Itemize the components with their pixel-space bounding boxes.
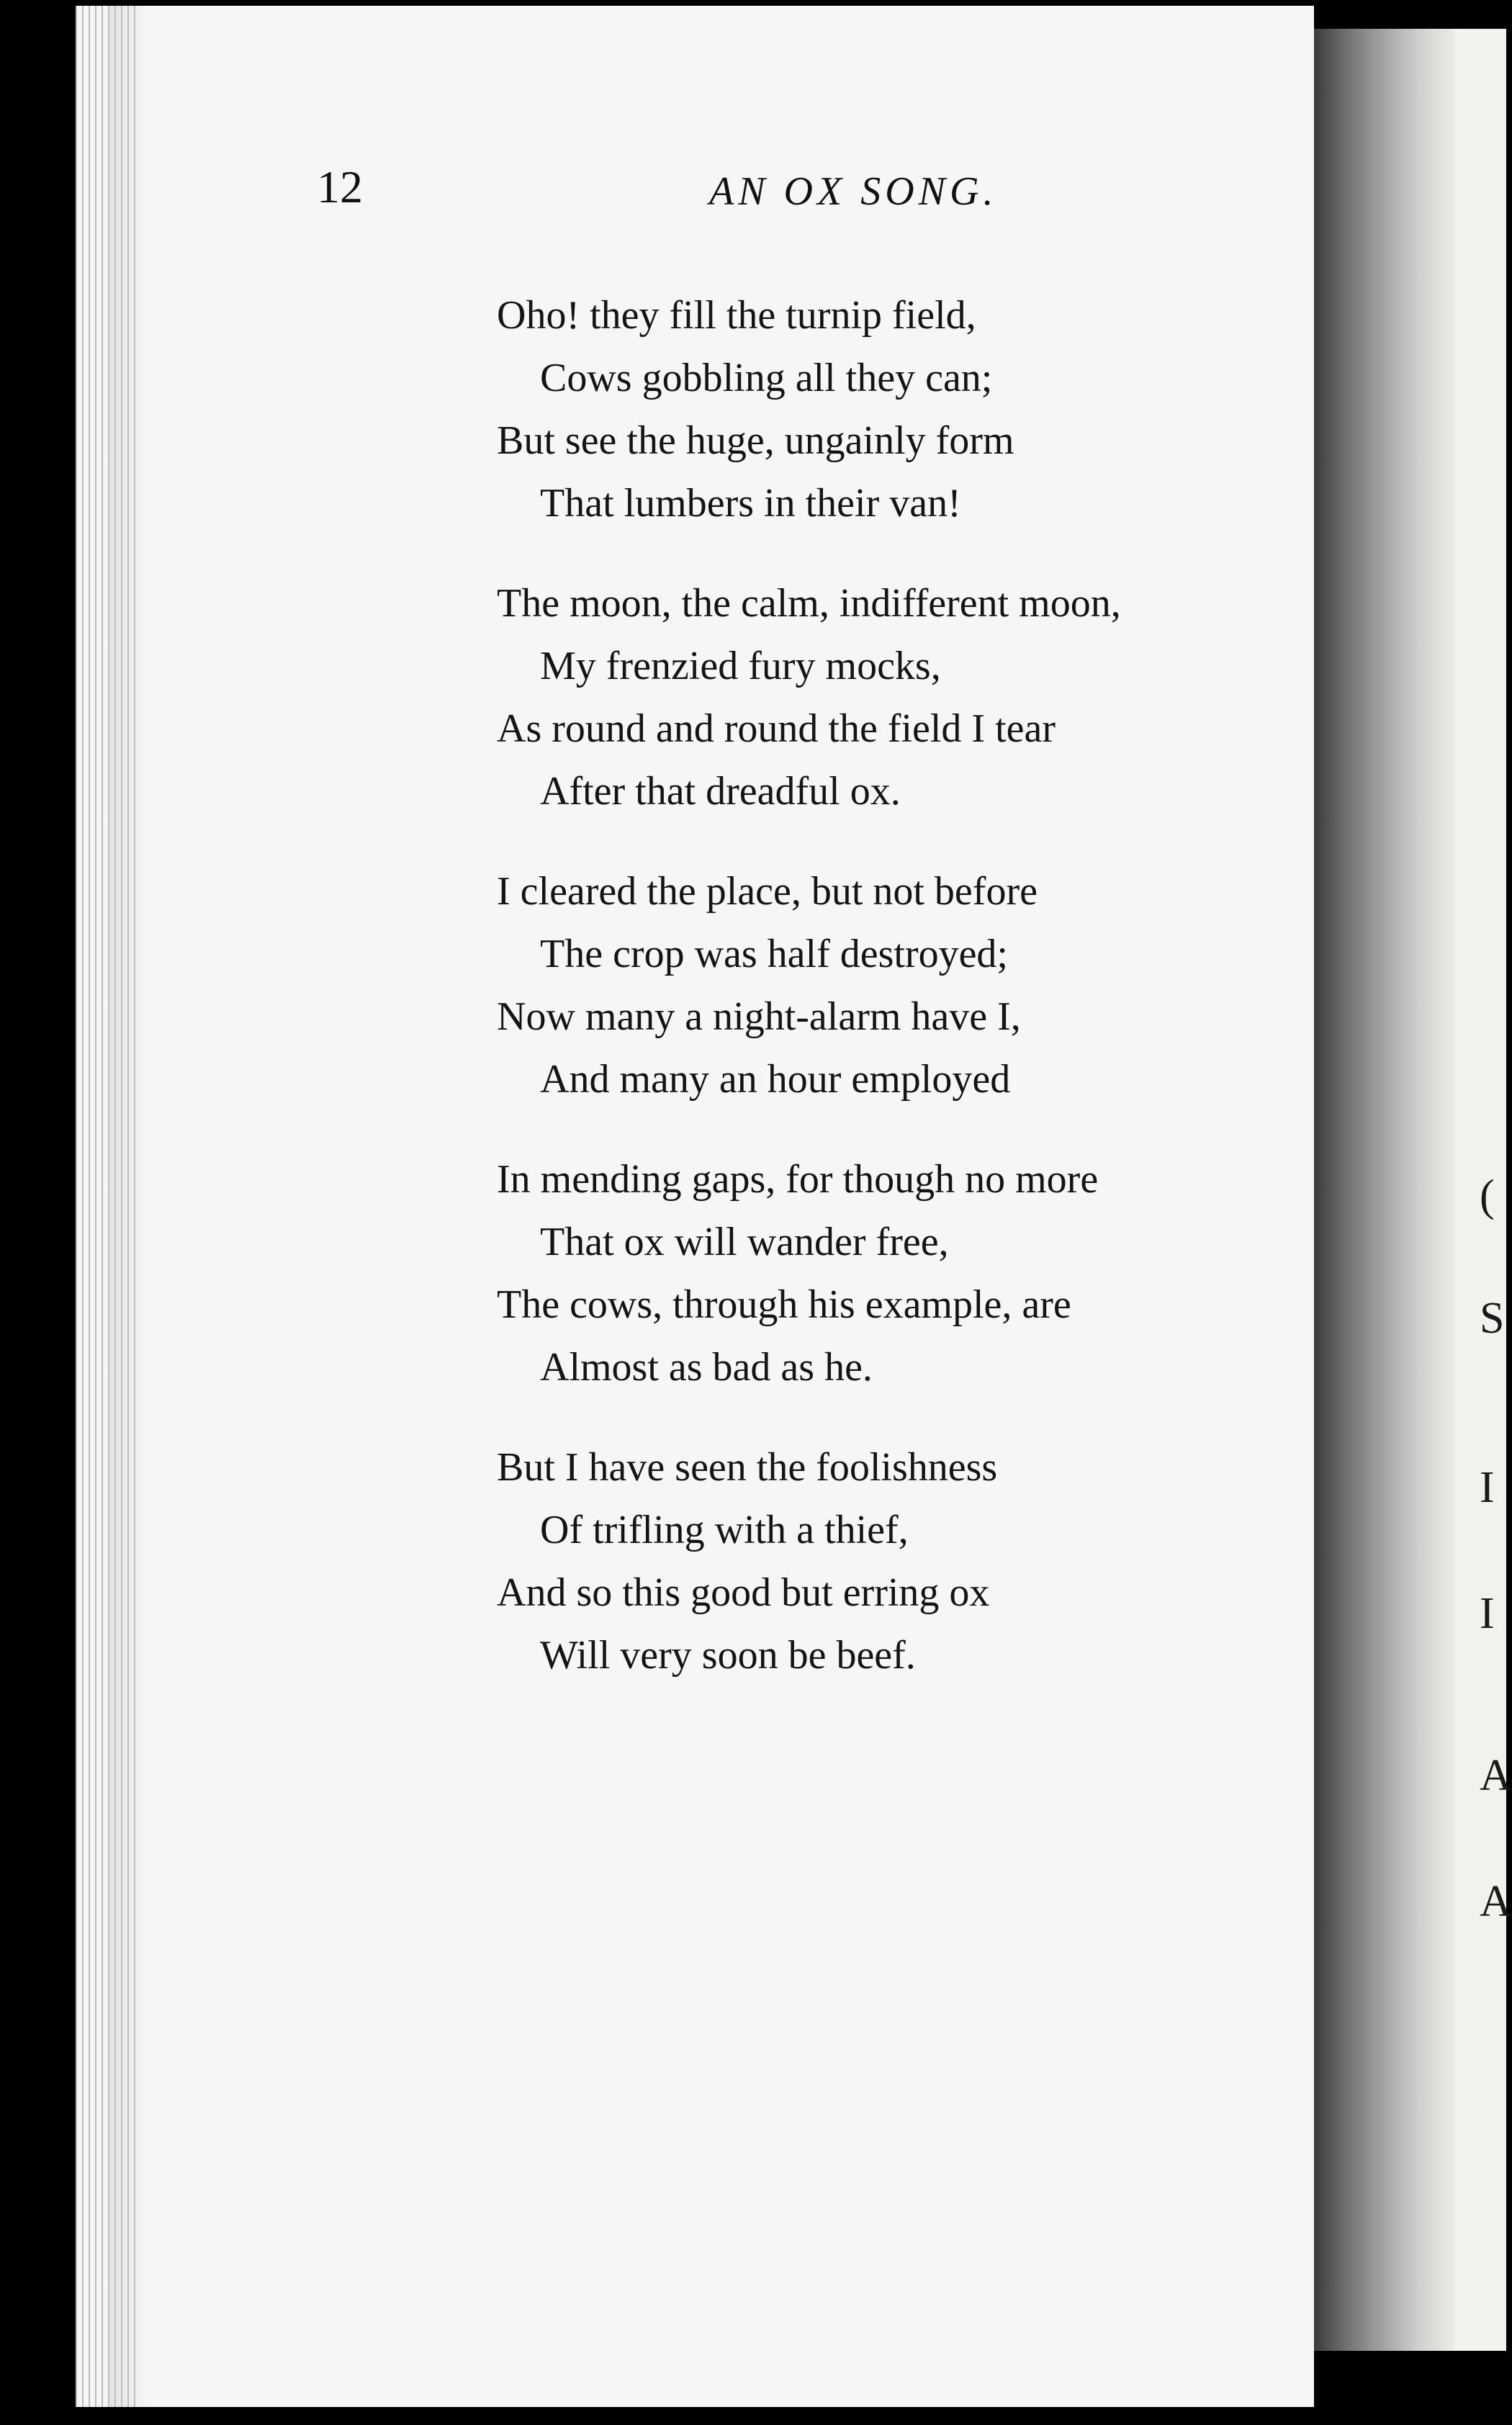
- poem-line: The moon, the calm, indifferent moon,: [497, 581, 1121, 626]
- stanza: [497, 572, 1303, 823]
- facing-page-letter: I: [1480, 1463, 1495, 1512]
- binding-shadow: [108, 6, 151, 2407]
- facing-page-letter: (: [1480, 1171, 1495, 1220]
- poem-line: Almost as bad as he.: [540, 1345, 873, 1390]
- facing-page-letter: S: [1480, 1294, 1505, 1343]
- poem-line: That ox will wander free,: [540, 1220, 949, 1264]
- facing-page-letter: A: [1480, 1751, 1512, 1800]
- poem-line: In mending gaps, for though no more: [497, 1157, 1099, 1202]
- poem-line: And so this good but erring ox: [497, 1570, 990, 1615]
- poem-line: But see the huge, ungainly form: [497, 418, 1014, 463]
- poem-line: The crop was half destroyed;: [540, 932, 1008, 976]
- stanza: [497, 1436, 1303, 1687]
- facing-page-letter: I: [1480, 1589, 1495, 1638]
- poem-line: After that dreadful ox.: [540, 769, 901, 814]
- poem-body: [497, 284, 1303, 1724]
- poem-line: Of trifling with a thief,: [540, 1508, 909, 1552]
- poem-line: Will very soon be beef.: [540, 1633, 916, 1678]
- poem-line: Oho! they fill the turnip field,: [497, 293, 976, 338]
- poem-line: But I have seen the foolishness: [497, 1445, 998, 1490]
- page-number: 12: [317, 161, 363, 212]
- running-title: AN OX SONG.: [709, 169, 998, 214]
- poem-line: That lumbers in their van!: [540, 481, 961, 526]
- stanza: [497, 284, 1303, 535]
- poem-line: The cows, through his example, are: [497, 1282, 1071, 1327]
- poem-line: As round and round the field I tear: [497, 706, 1056, 751]
- facing-page-letter: A: [1480, 1877, 1512, 1926]
- stanza: [497, 860, 1303, 1111]
- poem-line: My frenzied fury mocks,: [540, 644, 941, 688]
- poem-line: Cows gobbling all they can;: [540, 356, 993, 400]
- gutter-shadow: [1314, 29, 1454, 2351]
- poem-line: I cleared the place, but not before: [497, 869, 1038, 914]
- stanza: [497, 1148, 1303, 1399]
- poem-line: Now many a night-alarm have I,: [497, 994, 1021, 1039]
- poem-line: And many an hour employed: [540, 1057, 1011, 1102]
